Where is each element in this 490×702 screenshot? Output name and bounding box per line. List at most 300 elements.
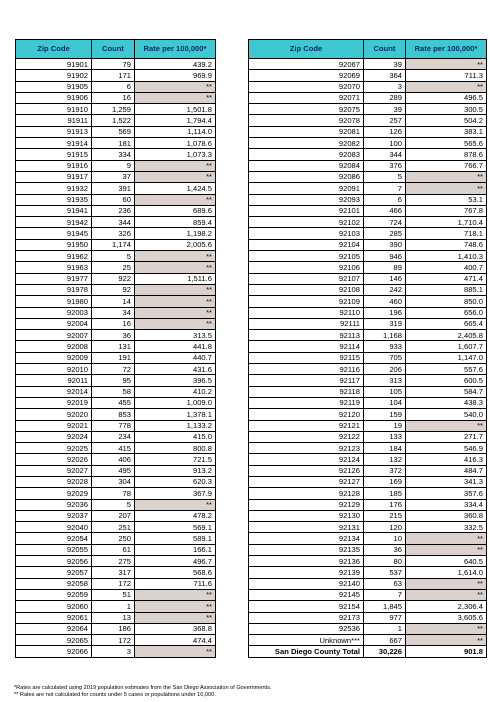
zip-code-cell: 91911 <box>16 115 92 126</box>
rate-cell: 471.4 <box>406 273 487 284</box>
count-cell: 977 <box>364 612 406 623</box>
count-cell: 72 <box>92 364 135 375</box>
rate-cell: 478.2 <box>135 510 216 521</box>
table-row <box>16 465 216 476</box>
zip-code-cell: 92107 <box>249 273 364 284</box>
rate-cell: 584.7 <box>406 386 487 397</box>
table-row <box>16 601 216 612</box>
zip-code-cell: 91916 <box>16 160 92 171</box>
zip-code-cell: 91914 <box>16 138 92 149</box>
rate-cell: ** <box>135 160 216 171</box>
count-cell: 3 <box>364 81 406 92</box>
table-row <box>16 488 216 499</box>
table-row <box>249 556 487 567</box>
rate-cell: 1,607.7 <box>406 341 487 352</box>
table-row <box>16 499 216 510</box>
rate-cell: ** <box>406 578 487 589</box>
table-row <box>249 194 487 205</box>
rate-cell: ** <box>135 92 216 103</box>
zip-code-cell: 92127 <box>249 476 364 487</box>
rate-cell: ** <box>406 183 487 194</box>
zip-code-cell: 92128 <box>249 488 364 499</box>
zip-code-cell: 92154 <box>249 601 364 612</box>
table-row <box>16 646 216 657</box>
table-row <box>16 420 216 431</box>
rate-cell: 711.6 <box>135 578 216 589</box>
count-cell: 1,259 <box>92 104 135 115</box>
zip-code-cell: 91963 <box>16 262 92 273</box>
zip-code-cell: 92103 <box>249 228 364 239</box>
table-row <box>249 578 487 589</box>
table-row <box>249 81 487 92</box>
count-cell: 257 <box>364 115 406 126</box>
count-cell: 120 <box>364 522 406 533</box>
header-count: Count <box>364 40 406 59</box>
zip-code-cell: 92009 <box>16 352 92 363</box>
count-cell: 364 <box>364 70 406 81</box>
table-row <box>16 228 216 239</box>
zip-code-cell: 92007 <box>16 330 92 341</box>
count-cell: 36 <box>364 544 406 555</box>
count-cell: 80 <box>364 556 406 567</box>
header-rate: Rate per 100,000* <box>135 40 216 59</box>
zip-code-cell: 92082 <box>249 138 364 149</box>
table-row <box>16 307 216 318</box>
table-row <box>249 341 487 352</box>
count-cell: 206 <box>364 364 406 375</box>
table-row <box>249 307 487 318</box>
count-cell: 172 <box>92 635 135 646</box>
rate-cell: 1,009.0 <box>135 397 216 408</box>
count-cell: 5 <box>364 171 406 182</box>
rate-cell: ** <box>135 499 216 510</box>
count-cell: 181 <box>92 138 135 149</box>
count-cell: 1,168 <box>364 330 406 341</box>
rate-cell: ** <box>135 307 216 318</box>
table-row <box>249 115 487 126</box>
rate-cell: ** <box>135 612 216 623</box>
rate-cell: 569.1 <box>135 522 216 533</box>
zip-code-cell: 92055 <box>16 544 92 555</box>
table-row <box>16 149 216 160</box>
count-cell: 1 <box>92 601 135 612</box>
zip-code-cell: 91906 <box>16 92 92 103</box>
table-row <box>249 431 487 442</box>
rate-cell: 496.7 <box>135 556 216 567</box>
zip-code-cell: 92008 <box>16 341 92 352</box>
rate-cell: 557.6 <box>406 364 487 375</box>
rate-cell: 656.0 <box>406 307 487 318</box>
table-row <box>249 397 487 408</box>
rate-cell: 416.3 <box>406 454 487 465</box>
count-cell: 569 <box>92 126 135 137</box>
rate-cell: 1,614.0 <box>406 567 487 578</box>
rate-cell: 440.7 <box>135 352 216 363</box>
table-row <box>249 544 487 555</box>
zip-code-cell: 92024 <box>16 431 92 442</box>
zip-code-cell: 91901 <box>16 59 92 70</box>
count-cell: 191 <box>92 352 135 363</box>
table-row <box>16 375 216 386</box>
zip-code-cell: 92121 <box>249 420 364 431</box>
zip-code-cell: 92060 <box>16 601 92 612</box>
header-rate: Rate per 100,000* <box>406 40 487 59</box>
count-cell: 304 <box>92 476 135 487</box>
zip-code-cell: 92056 <box>16 556 92 567</box>
count-cell: 537 <box>364 567 406 578</box>
table-row <box>16 284 216 295</box>
rate-cell: ** <box>406 420 487 431</box>
total-count: 30,226 <box>364 646 406 657</box>
table-row <box>249 205 487 216</box>
rate-cell: 600.5 <box>406 375 487 386</box>
rate-cell: 1,073.3 <box>135 149 216 160</box>
zip-code-cell: 91980 <box>16 296 92 307</box>
zip-code-cell: 92064 <box>16 623 92 634</box>
zip-code-cell: 92028 <box>16 476 92 487</box>
table-row <box>249 522 487 533</box>
rate-cell: 2,306.4 <box>406 601 487 612</box>
table-row <box>249 533 487 544</box>
table-row <box>249 59 487 70</box>
count-cell: 705 <box>364 352 406 363</box>
zip-code-cell: 92173 <box>249 612 364 623</box>
unknown-label: Unknown*** <box>249 635 364 646</box>
zip-code-cell: 92114 <box>249 341 364 352</box>
count-cell: 184 <box>364 443 406 454</box>
rate-cell: 589.1 <box>135 533 216 544</box>
count-cell: 79 <box>92 59 135 70</box>
table-row <box>16 171 216 182</box>
footnote-suppressed: ** Rates are not calculated for counts under 5 cases or populations under 10,000. <box>14 692 216 698</box>
header-zip: Zip Code <box>16 40 92 59</box>
rate-cell: 878.6 <box>406 149 487 160</box>
rate-cell: ** <box>135 601 216 612</box>
zip-code-cell: 92020 <box>16 409 92 420</box>
rate-cell: 357.6 <box>406 488 487 499</box>
rate-cell: 540.0 <box>406 409 487 420</box>
table-row <box>249 70 487 81</box>
zip-code-cell: 92130 <box>249 510 364 521</box>
table-row <box>249 171 487 182</box>
rate-cell: 332.5 <box>406 522 487 533</box>
table-row <box>249 409 487 420</box>
zip-code-cell: 92111 <box>249 318 364 329</box>
rate-cell: 439.2 <box>135 59 216 70</box>
zip-code-cell: 92108 <box>249 284 364 295</box>
zip-code-cell: 92104 <box>249 239 364 250</box>
rate-cell: ** <box>135 81 216 92</box>
rate-cell: 800.8 <box>135 443 216 454</box>
rate-cell: ** <box>135 646 216 657</box>
rate-cell: 1,378.1 <box>135 409 216 420</box>
rate-cell: ** <box>406 81 487 92</box>
rate-cell: ** <box>135 251 216 262</box>
count-cell: 250 <box>92 533 135 544</box>
table-row <box>16 138 216 149</box>
count-cell: 16 <box>92 92 135 103</box>
table-row <box>16 217 216 228</box>
zip-code-cell: 91945 <box>16 228 92 239</box>
table-row <box>16 589 216 600</box>
table-row <box>249 104 487 115</box>
count-cell: 319 <box>364 318 406 329</box>
table-row <box>249 612 487 623</box>
rate-cell: 504.2 <box>406 115 487 126</box>
unknown-row <box>249 635 487 646</box>
table-row <box>16 386 216 397</box>
table-row <box>16 239 216 250</box>
rate-cell: 334.4 <box>406 499 487 510</box>
zip-code-cell: 91932 <box>16 183 92 194</box>
rate-cell: ** <box>406 589 487 600</box>
table-row <box>16 262 216 273</box>
zip-code-cell: 92119 <box>249 397 364 408</box>
rate-cell: 400.7 <box>406 262 487 273</box>
unknown-rate: ** <box>406 635 487 646</box>
rate-cell: 474.4 <box>135 635 216 646</box>
zip-code-cell: 92029 <box>16 488 92 499</box>
zip-code-cell: 92536 <box>249 623 364 634</box>
zip-code-cell: 92124 <box>249 454 364 465</box>
table-row <box>249 296 487 307</box>
table-row <box>16 318 216 329</box>
count-cell: 104 <box>364 397 406 408</box>
zip-code-cell: 92129 <box>249 499 364 510</box>
zip-code-cell: 91978 <box>16 284 92 295</box>
count-cell: 275 <box>92 556 135 567</box>
table-row <box>16 533 216 544</box>
rate-cell: 166.1 <box>135 544 216 555</box>
table-row <box>16 567 216 578</box>
rate-cell: ** <box>406 59 487 70</box>
count-cell: 313 <box>364 375 406 386</box>
count-cell: 1 <box>364 623 406 634</box>
table-row <box>249 160 487 171</box>
rate-cell: 1,133.2 <box>135 420 216 431</box>
rate-cell: ** <box>406 544 487 555</box>
rate-cell: 1,710.4 <box>406 217 487 228</box>
count-cell: 251 <box>92 522 135 533</box>
rate-cell: 438.3 <box>406 397 487 408</box>
zip-code-cell: 92010 <box>16 364 92 375</box>
count-cell: 5 <box>92 499 135 510</box>
unknown-count: 667 <box>364 635 406 646</box>
table-row <box>16 397 216 408</box>
rate-cell: 640.5 <box>406 556 487 567</box>
count-cell: 7 <box>364 183 406 194</box>
rate-cell: 496.5 <box>406 92 487 103</box>
count-cell: 207 <box>92 510 135 521</box>
zip-code-cell: 92070 <box>249 81 364 92</box>
zip-code-cell: 92027 <box>16 465 92 476</box>
zip-code-cell: 92075 <box>249 104 364 115</box>
count-cell: 406 <box>92 454 135 465</box>
count-cell: 39 <box>364 104 406 115</box>
zip-code-cell: 92058 <box>16 578 92 589</box>
count-cell: 92 <box>92 284 135 295</box>
zip-code-cell: 91942 <box>16 217 92 228</box>
zip-code-cell: 92026 <box>16 454 92 465</box>
table-row <box>249 126 487 137</box>
table-row <box>249 375 487 386</box>
rate-cell: ** <box>135 171 216 182</box>
count-cell: 39 <box>364 59 406 70</box>
table-row <box>16 364 216 375</box>
table-row <box>16 115 216 126</box>
zip-code-cell: 92067 <box>249 59 364 70</box>
header-zip: Zip Code <box>249 40 364 59</box>
zip-code-cell: 92071 <box>249 92 364 103</box>
rate-cell: 766.7 <box>406 160 487 171</box>
count-cell: 5 <box>92 251 135 262</box>
table-row <box>249 386 487 397</box>
table-row <box>249 601 487 612</box>
rate-cell: 360.8 <box>406 510 487 521</box>
table-row <box>249 443 487 454</box>
zip-table-left <box>15 39 216 658</box>
zip-code-cell: 92036 <box>16 499 92 510</box>
table-row <box>249 567 487 578</box>
table-row <box>249 273 487 284</box>
zip-code-cell: 92131 <box>249 522 364 533</box>
zip-code-cell: 91910 <box>16 104 92 115</box>
table-row <box>16 544 216 555</box>
count-cell: 460 <box>364 296 406 307</box>
count-cell: 455 <box>92 397 135 408</box>
rate-cell: ** <box>406 171 487 182</box>
count-cell: 242 <box>364 284 406 295</box>
count-cell: 495 <box>92 465 135 476</box>
rate-cell: 568.6 <box>135 567 216 578</box>
zip-code-cell: 92116 <box>249 364 364 375</box>
zip-code-cell: 92117 <box>249 375 364 386</box>
count-cell: 131 <box>92 341 135 352</box>
rate-cell: 718.1 <box>406 228 487 239</box>
count-cell: 853 <box>92 409 135 420</box>
zip-code-cell: 92019 <box>16 397 92 408</box>
rate-cell: 2,405.8 <box>406 330 487 341</box>
rate-cell: 565.6 <box>406 138 487 149</box>
zip-code-cell: 91950 <box>16 239 92 250</box>
count-cell: 34 <box>92 307 135 318</box>
table-row <box>249 623 487 634</box>
zip-code-cell: 92118 <box>249 386 364 397</box>
rate-cell: 689.6 <box>135 205 216 216</box>
zip-code-cell: 92057 <box>16 567 92 578</box>
count-cell: 1,174 <box>92 239 135 250</box>
rate-cell: 1,198.2 <box>135 228 216 239</box>
rate-cell: ** <box>135 262 216 273</box>
rate-cell: 1,794.4 <box>135 115 216 126</box>
table-row <box>16 431 216 442</box>
zip-code-cell: 91902 <box>16 70 92 81</box>
table-row <box>16 273 216 284</box>
count-cell: 376 <box>364 160 406 171</box>
count-cell: 724 <box>364 217 406 228</box>
count-cell: 6 <box>92 81 135 92</box>
table-row <box>249 488 487 499</box>
count-cell: 778 <box>92 420 135 431</box>
rate-cell: 1,147.0 <box>406 352 487 363</box>
count-cell: 390 <box>364 239 406 250</box>
zip-code-cell: 91915 <box>16 149 92 160</box>
count-cell: 186 <box>92 623 135 634</box>
table-row <box>249 251 487 262</box>
rate-cell: 53.1 <box>406 194 487 205</box>
zip-code-cell: 91913 <box>16 126 92 137</box>
zip-code-cell: 92120 <box>249 409 364 420</box>
count-cell: 1,845 <box>364 601 406 612</box>
zip-code-cell: 92126 <box>249 465 364 476</box>
zip-code-cell: 91917 <box>16 171 92 182</box>
count-cell: 9 <box>92 160 135 171</box>
table-row <box>16 330 216 341</box>
rate-cell: 3,605.6 <box>406 612 487 623</box>
table-row <box>249 364 487 375</box>
table-row <box>249 352 487 363</box>
table-row <box>16 70 216 81</box>
table-row <box>249 92 487 103</box>
zip-code-cell: 92069 <box>249 70 364 81</box>
table-row <box>16 612 216 623</box>
zip-code-cell: 92122 <box>249 431 364 442</box>
table-row <box>16 623 216 634</box>
zip-code-cell: 92011 <box>16 375 92 386</box>
count-cell: 946 <box>364 251 406 262</box>
table-row <box>16 104 216 115</box>
count-cell: 105 <box>364 386 406 397</box>
rate-cell: 711.3 <box>406 70 487 81</box>
count-cell: 60 <box>92 194 135 205</box>
table-row <box>249 183 487 194</box>
zip-code-cell: 92083 <box>249 149 364 160</box>
table-row <box>16 578 216 589</box>
count-cell: 6 <box>364 194 406 205</box>
table-row <box>249 476 487 487</box>
zip-code-cell: 92091 <box>249 183 364 194</box>
zip-code-cell: 92093 <box>249 194 364 205</box>
table-row <box>16 59 216 70</box>
table-row <box>16 409 216 420</box>
zip-code-cell: 92106 <box>249 262 364 273</box>
table-row <box>249 239 487 250</box>
zip-code-cell: 92084 <box>249 160 364 171</box>
zip-code-cell: 92145 <box>249 589 364 600</box>
rate-cell: 885.1 <box>406 284 487 295</box>
zip-code-cell: 92037 <box>16 510 92 521</box>
count-cell: 176 <box>364 499 406 510</box>
count-cell: 37 <box>92 171 135 182</box>
rate-cell: 415.0 <box>135 431 216 442</box>
rate-cell: 1,501.8 <box>135 104 216 115</box>
rate-cell: 313.5 <box>135 330 216 341</box>
table-row <box>249 318 487 329</box>
zip-code-cell: 92086 <box>249 171 364 182</box>
total-row <box>249 646 487 657</box>
rate-cell: 367.9 <box>135 488 216 499</box>
count-cell: 51 <box>92 589 135 600</box>
count-cell: 172 <box>92 578 135 589</box>
count-cell: 58 <box>92 386 135 397</box>
table-row <box>16 476 216 487</box>
count-cell: 171 <box>92 70 135 81</box>
zip-code-cell: 92004 <box>16 318 92 329</box>
table-row <box>16 341 216 352</box>
total-rate: 901.8 <box>406 646 487 657</box>
zip-code-cell: 92140 <box>249 578 364 589</box>
zip-code-cell: 92059 <box>16 589 92 600</box>
